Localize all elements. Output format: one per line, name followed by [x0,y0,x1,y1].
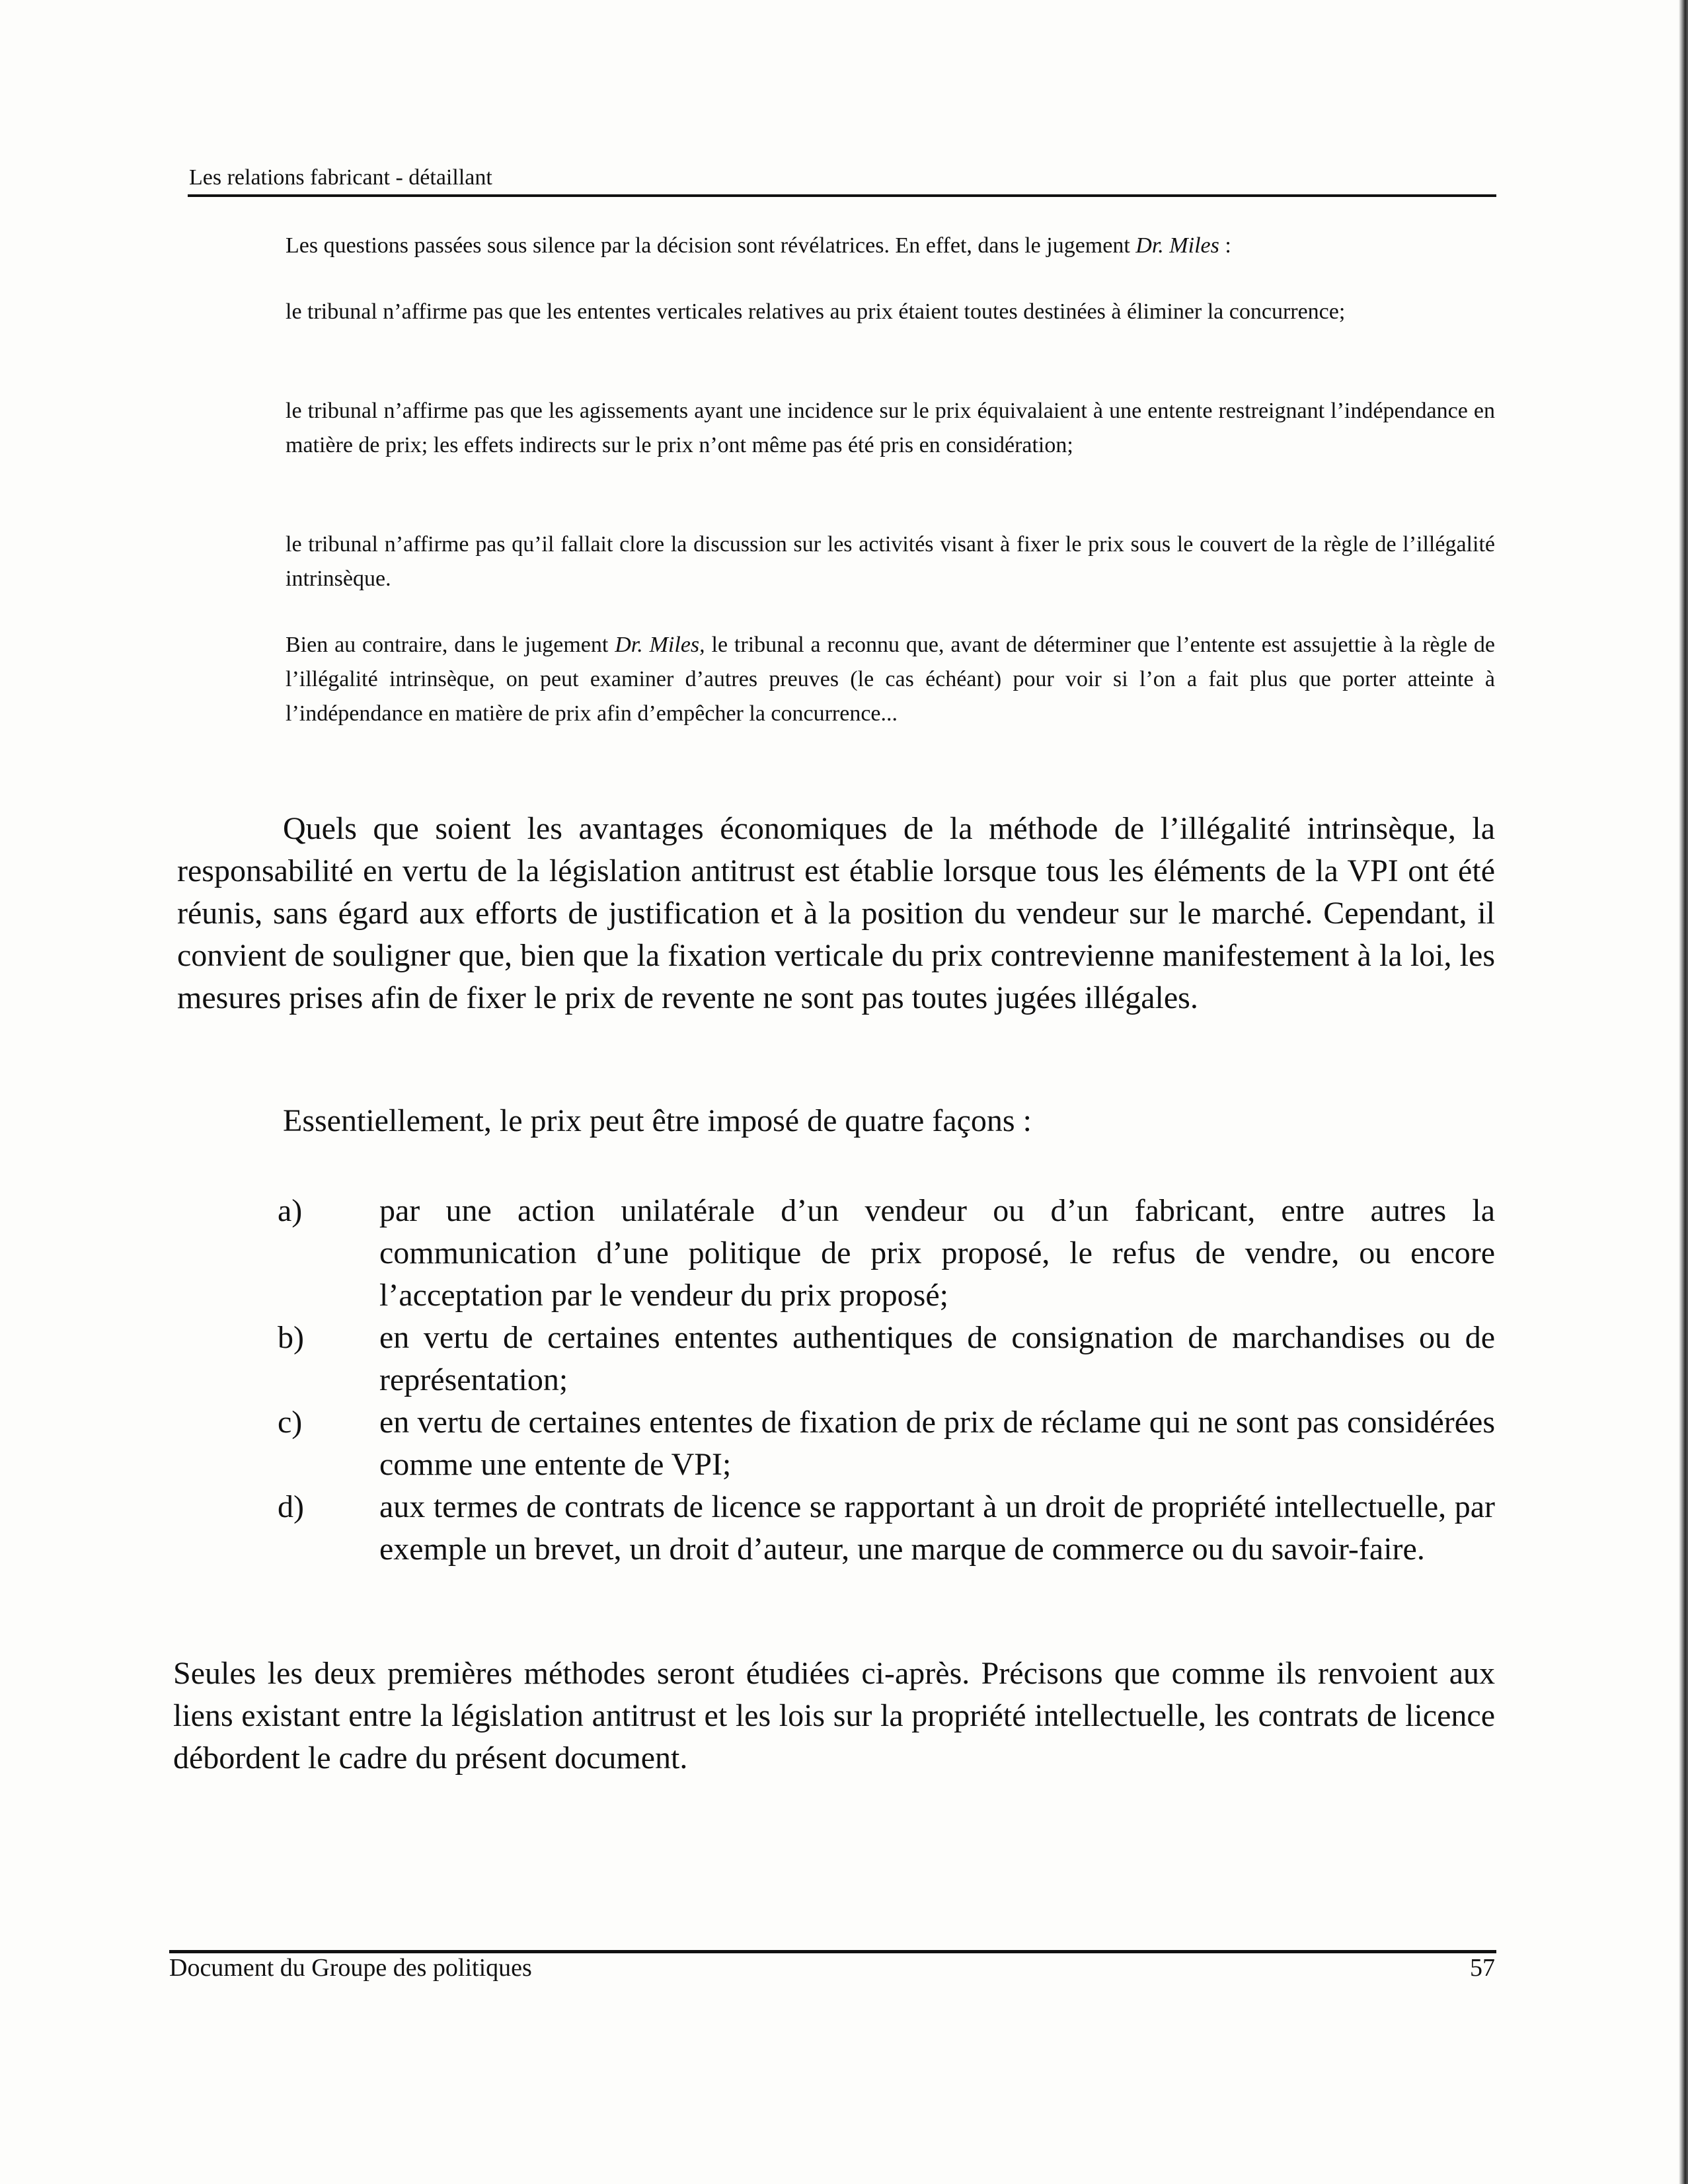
list-item [278,1190,1495,1317]
list-marker: d) [278,1489,304,1524]
quote-intro [286,229,1495,263]
quote-intro-text: Les questions passées sous silence par la décision sont révélatrices. En effet, dans le jugement [286,233,1136,258]
quote-point-2-text: le tribunal n’affirme pas que les agissements ayant une incidence sur le prix équivalaient à une entente restreignant l’indépendance en matière de prix; les effets indirects sur le prix n’ont même pas été pris en considération; [286,399,1495,457]
list-item [278,1317,1495,1401]
quote-point-1-text: le tribunal n’affirme pas que les ententes verticales relatives au prix étaient toutes destinées à éliminer la concurrence; [286,299,1346,324]
list-item-text: en vertu de certaines ententes authentiques de consignation de marchandises ou de représentation; [379,1320,1495,1397]
paragraph-3 [173,1653,1495,1779]
paragraph-3-text: Seules les deux premières méthodes seront étudiées ci-après. Précisons que comme ils renvoient aux liens existant entre la législation antitrust et les lois sur la propriété intellectuelle, les contrats de licence débordent le cadre du présent document. [173,1656,1495,1775]
list-item-text: en vertu de certaines ententes de fixation de prix de réclame qui ne sont pas considérées comme une entente de VPI; [379,1405,1495,1482]
paragraph-1-text: Quels que soient les avantages économiques de la méthode de l’illégalité intrinsèque, la responsabilité en vertu de la législation antitrust est établie lorsque tous les éléments de la VPI ont été réunis, sans égard aux efforts de justification et à la position du vendeur sur le marché. Cependant, il convient de souligner que, bien que la fixation verticale du prix contrevienne manifestement à la loi, les mesures prises afin de fixer le prix de revente ne sont pas toutes jugées illégales. [177,811,1495,1015]
header-rule [188,194,1496,197]
quote-closing [286,628,1495,731]
paragraph-2 [283,1100,1473,1142]
list-marker: a) [278,1193,303,1228]
running-title: Les relations fabricant - détaillant [189,165,492,190]
quote-point-1 [286,295,1495,329]
scan-edge-shadow [1679,0,1688,2184]
footer-document-name: Document du Groupe des politiques [169,1954,532,1982]
case-name: Dr. Miles [1135,233,1219,258]
quote-point-3-text: le tribunal n’affirme pas qu’il fallait clore la discussion sur les activités visant à fixer le prix sous le couvert de la règle de l’illégalité intrinsèque. [286,532,1495,591]
methods-list [278,1190,1495,1571]
running-header [189,164,1496,192]
quote-point-2 [286,394,1495,463]
case-name: Dr. Miles, [615,633,705,657]
list-marker: c) [278,1405,303,1440]
quote-intro-end: : [1219,233,1231,258]
list-item-text: par une action unilatérale d’un vendeur ou d’un fabricant, entre autres la communication d’une politique de prix proposé, le refus de vendre, ou encore l’acceptation par le vendeur du prix proposé; [379,1193,1495,1313]
list-marker: b) [278,1320,304,1355]
list-item [278,1401,1495,1486]
list-item-text: aux termes de contrats de licence se rapportant à un droit de propriété intellectuelle, par exemple un brevet, un droit d’auteur, une marque de commerce ou du savoir-faire. [379,1489,1495,1567]
paragraph-1 [177,808,1495,1019]
page-number: 57 [1470,1954,1495,1982]
list-item [278,1486,1495,1571]
paragraph-2-text: Essentiellement, le prix peut être imposé de quatre façons : [283,1103,1032,1138]
quote-point-3 [286,527,1495,596]
quote-closing-rest: le tribunal a reconnu que, avant de déterminer que l’entente est assujettie à la règle de l’illégalité intrinsèque, on peut examiner d’autres preuves (le cas échéant) pour voir si l’on a fait plus que porter atteinte à l’indépendance en matière de prix afin d’empêcher la concurrence... [286,633,1496,726]
quote-closing-text: Bien au contraire, dans le jugement [286,633,615,657]
